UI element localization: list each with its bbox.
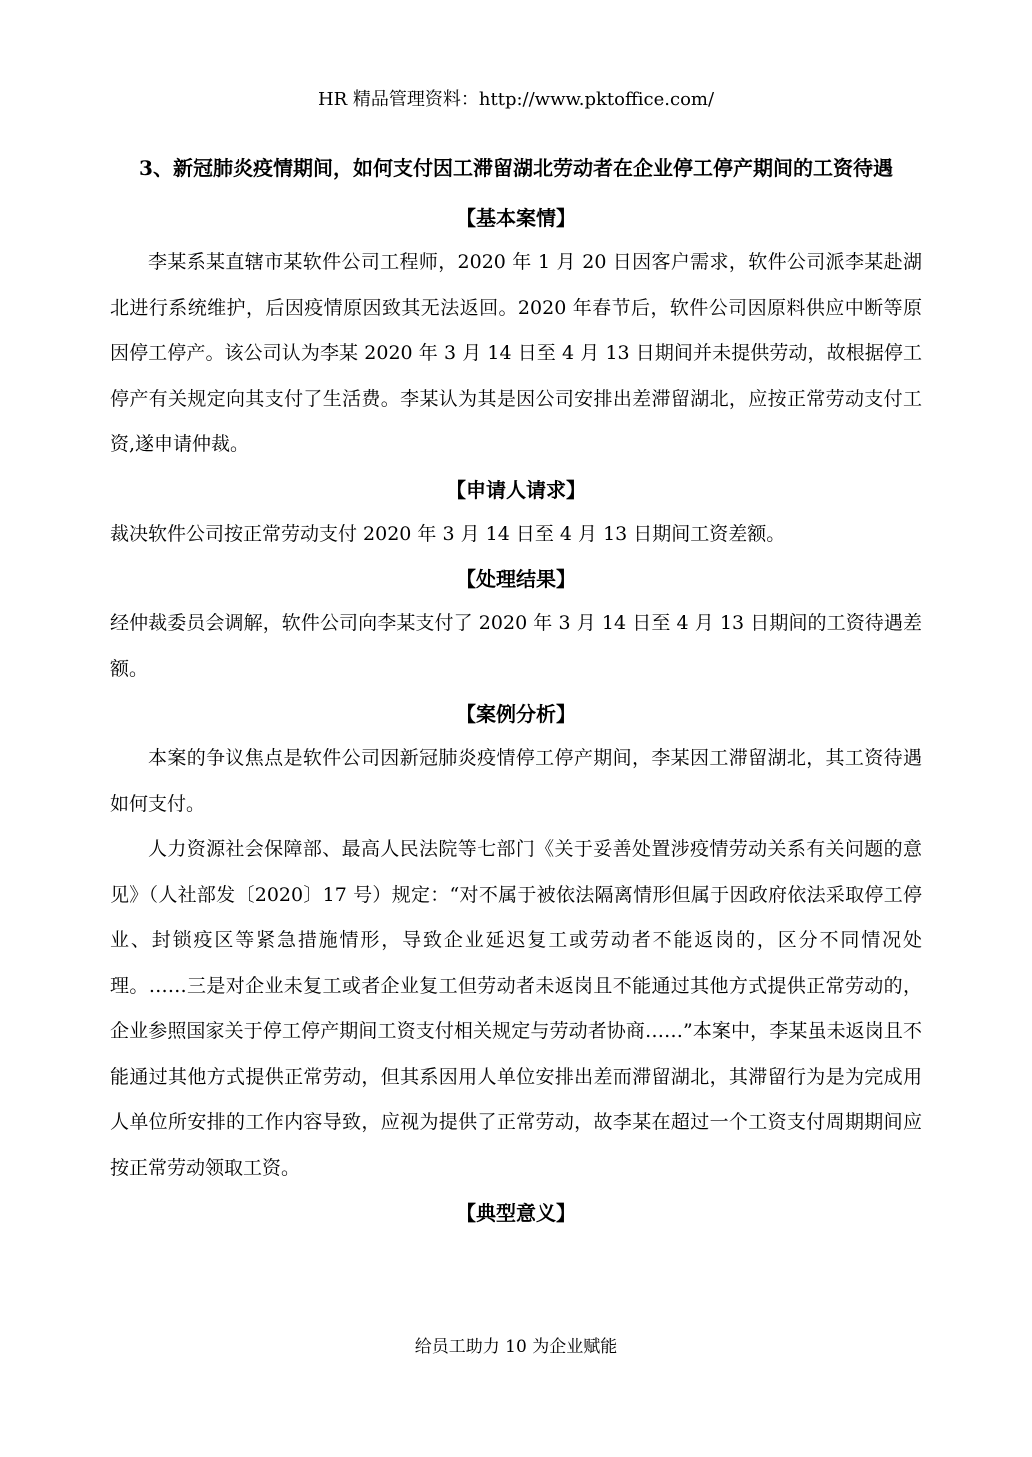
handling-result-paragraph: 经仲裁委员会调解，软件公司向李某支付了 2020 年 3 月 14 日至 4 月 13 日期间的工资待遇差额。 (110, 612, 922, 680)
case-analysis-paragraph-1: 本案的争议焦点是软件公司因新冠肺炎疫情停工停产期间，李某因工滞留湖北，其工资待遇如何支付。 (110, 747, 922, 815)
heading-case-analysis: 【案例分析】 (456, 702, 576, 726)
document-body (110, 196, 922, 1235)
heading-basic-facts: 【基本案情】 (456, 206, 576, 230)
case-title: 3、新冠肺炎疫情期间，如何支付因工滞留湖北劳动者在企业停工停产期间的工资待遇 (139, 156, 893, 180)
heading-applicant-request: 【申请人请求】 (446, 477, 586, 502)
heading-typical-significance: 【典型意义】 (456, 1201, 576, 1225)
case-analysis-paragraph-2: 人力资源社会保障部、最高人民法院等七部门《关于妥善处置涉疫情劳动关系有关问题的意见》（人社部发〔2020〕17 号）规定：“对不属于被依法隔离情形但属于因政府依法采取停工停业、封锁疫区等紧急措施情形，导致企业延迟复工或劳动者不能返岗的，区分不同情况处理。……三是对企业未复工或者企业复工但劳动者未返岗且不能通过其他方式提供正常劳动的，企业参照国家关于停工停产期间工资支付相关规定与劳动者协商……”本案中，李某虽未返岗且不能通过其他方式提供正常劳动，但其系因用人单位安排出差而滞留湖北，其滞留行为是为完成用人单位所安排的工作内容导致，应视为提供了正常劳动，故李某在超过一个工资支付周期期间应按正常劳动领取工资。 (110, 838, 922, 1179)
page-footer: 给员工助力 10 为企业赋能 (414, 1337, 618, 1357)
page-header: HR 精品管理资料：http://www.pktoffice.com/ (317, 89, 715, 110)
basic-facts-paragraph: 李某系某直辖市某软件公司工程师，2020 年 1 月 20 日因客户需求，软件公司派李某赴湖北进行系统维护，后因疫情原因致其无法返回。2020 年春节后，软件公司因原料供应中断等原因停工停产。该公司认为李某 2020 年 3 月 14 日至 4 月 13 日期间并未提供劳动，故根据停工停产有关规定向其支付了生活费。李某认为其是因公司安排出差滞留湖北，应按正常劳动支付工资,遂申请仲裁。 (110, 251, 922, 455)
applicant-request-paragraph: 裁决软件公司按正常劳动支付 2020 年 3 月 14 日至 4 月 13 日期间工资差额。 (110, 522, 786, 545)
heading-handling-result: 【处理结果】 (456, 567, 576, 591)
